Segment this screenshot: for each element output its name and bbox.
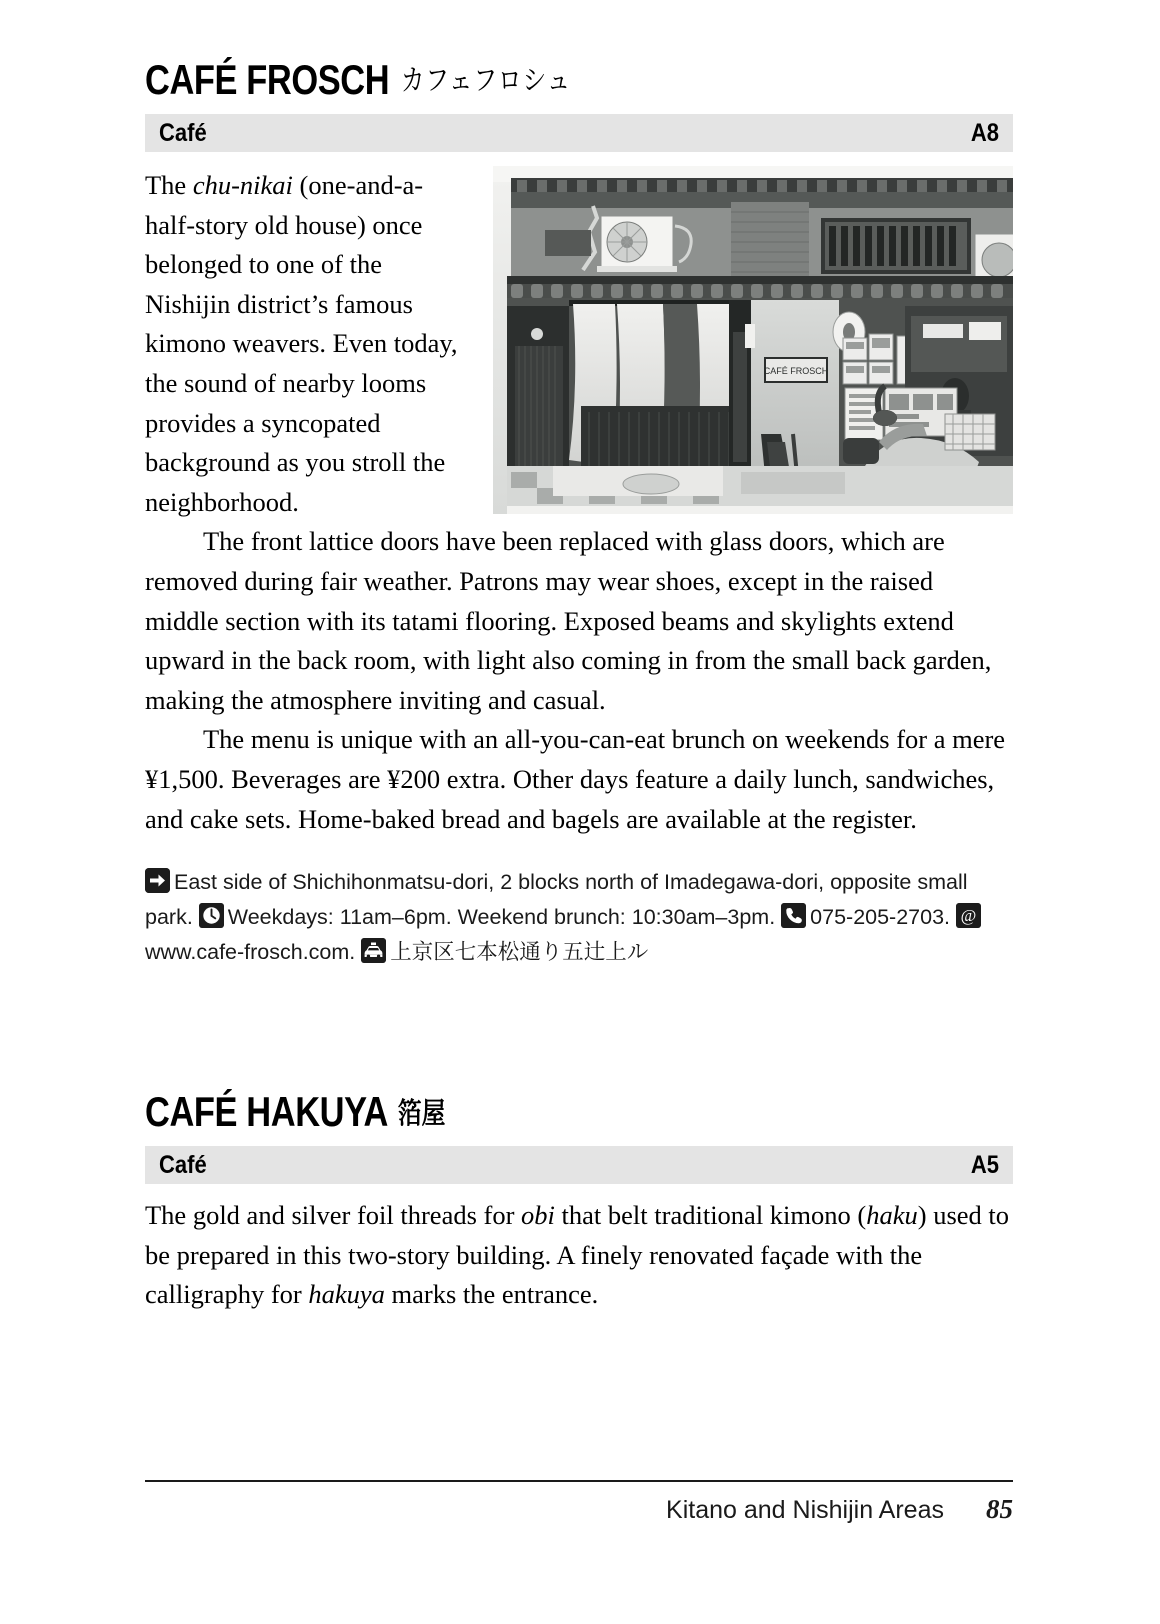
arrow-right-icon: [145, 868, 170, 893]
entry-body-rest: [145, 522, 1013, 839]
page-footer: [145, 1494, 1013, 1525]
footer-area-label: Kitano and Nishijin Areas: [666, 1496, 944, 1524]
category-bar: [145, 114, 1013, 152]
paragraph-1-lead: The: [145, 170, 193, 201]
section-spacer: [145, 970, 1013, 1090]
entry2-title-roman: CAFÉ HAKUYA: [145, 1088, 388, 1136]
taxi-icon: [361, 938, 386, 963]
page-title-secondary: [145, 1090, 857, 1134]
map-code-badge: A8: [970, 118, 999, 147]
website-text: www.cafe-frosch.com.: [145, 940, 356, 965]
entry-title-roman: CAFÉ FROSCH: [145, 56, 390, 103]
entry2-body: [145, 1196, 1013, 1315]
phone-icon: [781, 903, 806, 928]
footer-divider: [145, 1480, 1013, 1482]
storefront-photo: [493, 166, 1013, 514]
entry-title-japanese: カフェフロシュ: [400, 65, 572, 97]
entry-cafe-frosch: [145, 58, 1013, 970]
directions-text: East side of Shichihonmatsu-dori, 2 blocks north of Imadegawa-dori, opposite small park.: [145, 870, 968, 930]
listing-details: [145, 865, 1013, 970]
paragraph-3: The menu is unique with an all-you-can-eat brunch on weekends for a mere ¥1,500. Beverages are ¥200 extra. Other days feature a daily lunch, sandwiches, and cake sets. Home-baked bread and bagels are available at the register.: [145, 724, 1006, 834]
category-bar-secondary: [145, 1146, 1013, 1184]
svg-text:CAFÉ FROSCH: CAFÉ FROSCH: [763, 366, 829, 377]
address-japanese-text: 上京区七本松通り五辻上ル: [390, 940, 649, 965]
category-label-secondary: Café: [159, 1150, 207, 1179]
page-number: 85: [986, 1494, 1013, 1524]
hours-text: Weekdays: 11am–6pm. Weekend brunch: 10:30am–3pm.: [227, 905, 776, 930]
svg-text:@: @: [960, 906, 977, 926]
category-label: Café: [159, 118, 207, 147]
term-chu-nikai: chu-nikai: [192, 170, 293, 201]
paragraph-1-rest: (one-and-a-half-story old house) once belonged to one of the Nishijin district’s famous kimono weavers. Even today, the sound of nearby looms provides a syncopated background as you stroll the neighborhood.: [145, 170, 458, 517]
at-sign-icon: [956, 903, 981, 928]
entry2-title-japanese: 箔屋: [397, 1098, 446, 1131]
map-code-badge-secondary: A5: [970, 1150, 999, 1179]
entry-cafe-hakuya: [145, 1090, 1013, 1315]
photo-artwork: [493, 166, 1013, 514]
phone-text: 075-205-2703.: [810, 905, 951, 930]
paragraph-hakuya: The gold and silver foil threads for obi that belt traditional kimono (haku) used to be prepared in this two-story building. A finely renovated façade with the calligraphy for hakuya marks the entrance.: [145, 1200, 1010, 1310]
clock-icon: [199, 903, 224, 928]
paragraph-2: The front lattice doors have been replaced with glass doors, which are removed during fair weather. Patrons may wear shoes, except in the raised middle section with its tatami flooring. Exposed beams and skylights extend upward in the back room, with light also coming in from the small back garden, making the atmosphere inviting and casual.: [145, 526, 992, 715]
page-content: [145, 58, 1013, 1315]
page-title: [145, 58, 857, 102]
intro-section: [145, 166, 1013, 522]
